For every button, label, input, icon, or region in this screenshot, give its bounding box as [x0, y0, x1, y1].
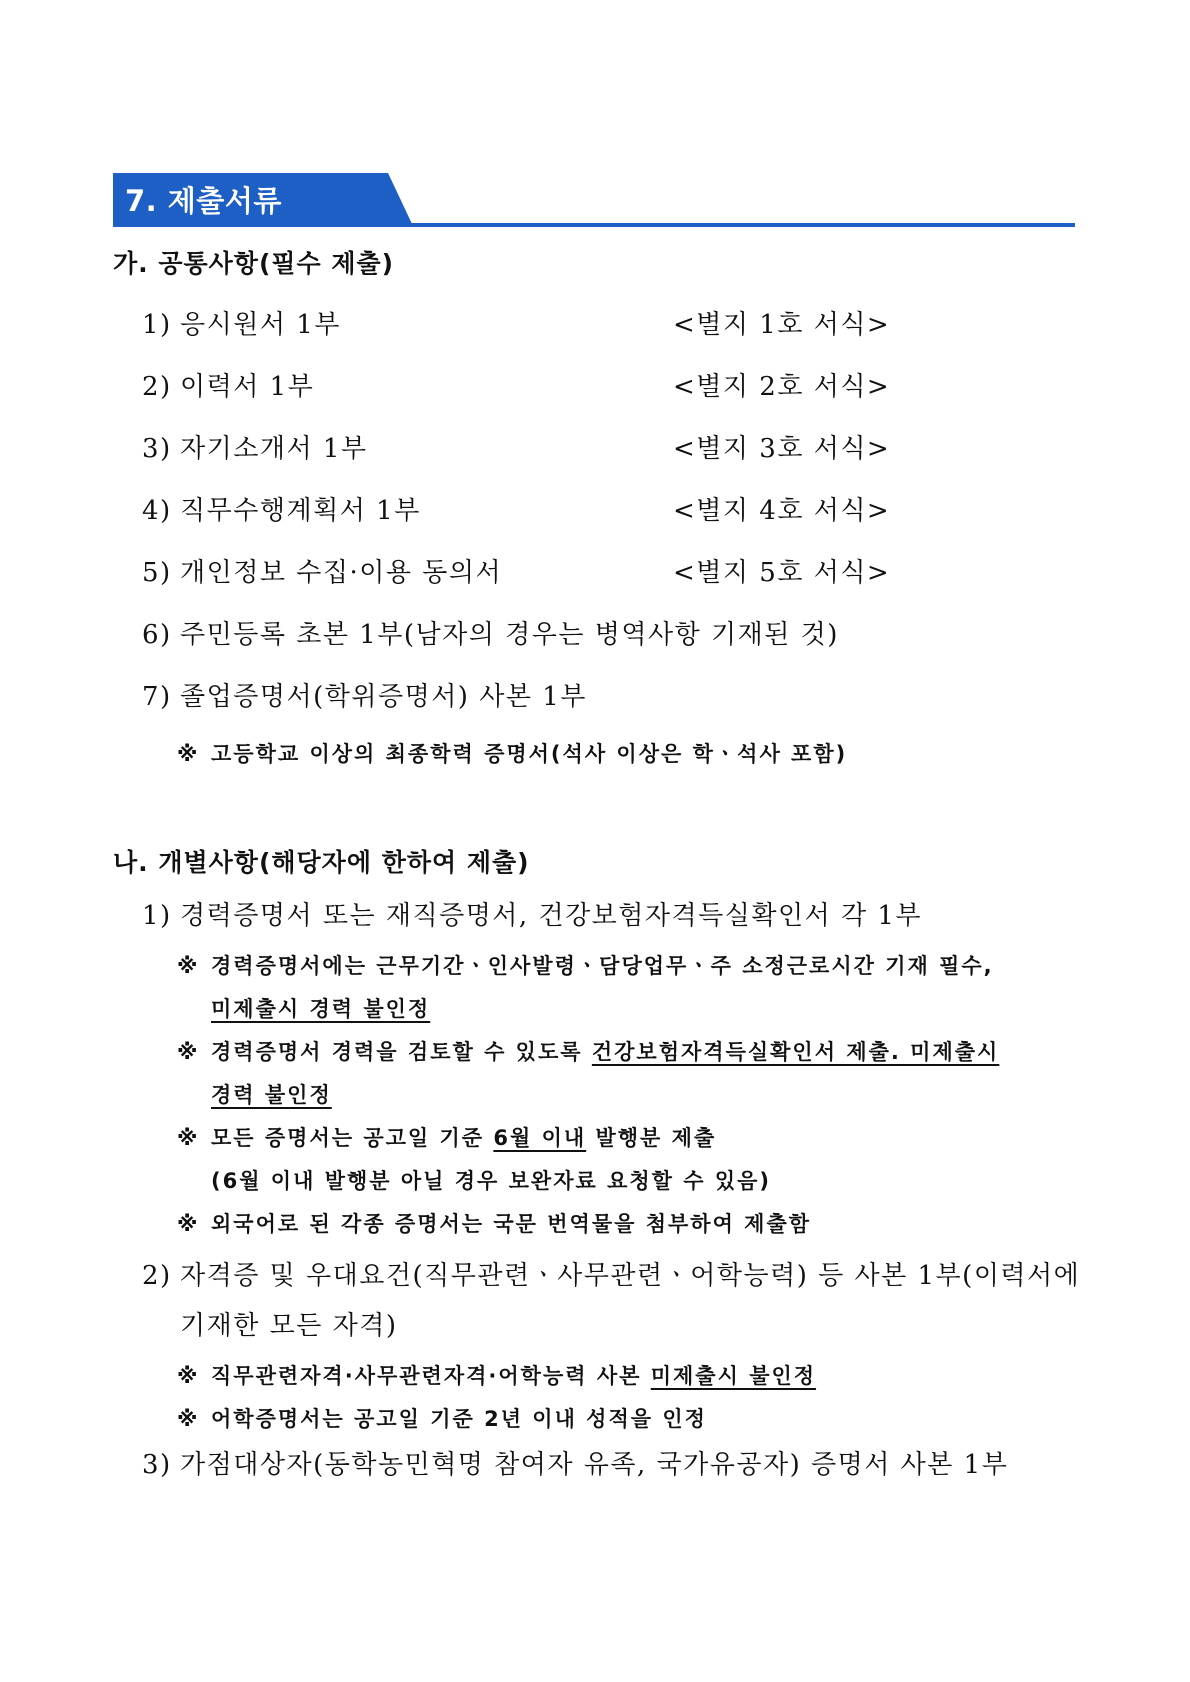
- common-heading: 가. 공통사항(필수 제출): [113, 249, 395, 278]
- form-reference-2: <별지 2호 서식>: [673, 372, 891, 402]
- individual-note-5: [177, 1360, 816, 1390]
- item-text: 직무수행계획서 1부: [180, 496, 421, 526]
- item-number: 1): [142, 901, 172, 931]
- common-item-2: [142, 366, 314, 403]
- item-number: 2): [142, 372, 172, 402]
- note-text-post: 발행분 제출: [586, 1126, 717, 1150]
- individual-item-2-line2: 기재한 모든 자격): [180, 1311, 398, 1341]
- individual-item-1: [142, 895, 922, 932]
- note-text: 고등학교 이상의 최종학력 증명서(석사 이상은 학ㆍ석사 포함): [211, 742, 848, 766]
- item-number: 3): [142, 434, 172, 464]
- common-note: [177, 738, 847, 768]
- form-reference-3: <별지 3호 서식>: [673, 434, 891, 464]
- note-text: 외국어로 된 각종 증명서는 국문 번역물을 첨부하여 제출함: [211, 1212, 812, 1236]
- note-text: 직무관련자격·사무관련자격·어학능력 사본: [211, 1364, 651, 1388]
- item-text: 개인정보 수집·이용 동의서: [180, 558, 503, 588]
- form-reference-1: <별지 1호 서식>: [673, 310, 891, 340]
- item-text: 가점대상자(동학농민혁명 참여자 유족, 국가유공자) 증명서 사본 1부: [180, 1450, 1009, 1480]
- section-title: 7. 제출서류: [125, 184, 282, 218]
- item-number: 3): [142, 1450, 172, 1480]
- individual-note-1-line2: 미제출시 경력 불인정: [211, 997, 431, 1021]
- common-item-4: [142, 490, 421, 527]
- reference-mark: ※: [177, 1126, 200, 1150]
- item-text: 졸업증명서(학위증명서) 사본 1부: [180, 682, 587, 712]
- individual-item-3: [142, 1444, 1008, 1481]
- note-emphasis: 건강보험자격득실확인서 제출. 미제출시: [591, 1040, 1000, 1064]
- common-item-3: [142, 428, 368, 465]
- individual-note-3: [177, 1122, 716, 1152]
- common-item-7: [142, 676, 587, 713]
- individual-note-4: [177, 1208, 811, 1238]
- form-reference-4: <별지 4호 서식>: [673, 496, 891, 526]
- item-text: 이력서 1부: [180, 372, 315, 402]
- item-number: 5): [142, 558, 172, 588]
- individual-note-3-line2: (6월 이내 발행분 아닐 경우 보완자료 요청할 수 있음): [211, 1169, 772, 1193]
- individual-note-6: [177, 1403, 707, 1433]
- section-header-rule: [113, 223, 1075, 227]
- note-text: 모든 증명서는 공고일 기준: [211, 1126, 494, 1150]
- reference-mark: ※: [177, 954, 200, 978]
- item-number: 6): [142, 620, 172, 650]
- reference-mark: ※: [177, 1040, 200, 1064]
- item-text: 응시원서 1부: [180, 310, 341, 340]
- item-text: 주민등록 초본 1부(남자의 경우는 병역사항 기재된 것): [180, 620, 839, 650]
- reference-mark: ※: [177, 1407, 200, 1431]
- individual-note-2-line2: 경력 불인정: [211, 1083, 332, 1107]
- note-text: 경력증명서 경력을 검토할 수 있도록: [211, 1040, 592, 1064]
- item-number: 2): [142, 1261, 172, 1291]
- common-item-1: [142, 304, 341, 341]
- reference-mark: ※: [177, 742, 200, 766]
- note-text: 경력증명서에는 근무기간ㆍ인사발령ㆍ담당업무ㆍ주 소정근로시간 기재 필수,: [211, 954, 994, 978]
- reference-mark: ※: [177, 1212, 200, 1236]
- section-header: [113, 173, 1075, 229]
- item-number: 4): [142, 496, 172, 526]
- item-text: 경력증명서 또는 재직증명서, 건강보험자격득실확인서 각 1부: [180, 901, 923, 931]
- note-emphasis: 미제출시 불인정: [650, 1364, 817, 1388]
- individual-item-2: [142, 1255, 1080, 1292]
- item-text: 자격증 및 우대요건(직무관련ㆍ사무관련ㆍ어학능력) 등 사본 1부(이력서에: [180, 1261, 1081, 1291]
- note-text: 어학증명서는 공고일 기준 2년 이내 성적을 인정: [211, 1407, 707, 1431]
- individual-note-1: [177, 950, 994, 980]
- form-reference-5: <별지 5호 서식>: [673, 558, 891, 588]
- item-number: 1): [142, 310, 172, 340]
- item-text: 자기소개서 1부: [180, 434, 368, 464]
- note-emphasis: 6월 이내: [493, 1126, 587, 1150]
- common-item-6: [142, 614, 839, 651]
- individual-note-2: [177, 1036, 999, 1066]
- common-item-5: [142, 552, 502, 589]
- item-number: 7): [142, 682, 172, 712]
- individual-heading: 나. 개별사항(해당자에 한하여 제출): [113, 848, 530, 877]
- reference-mark: ※: [177, 1364, 200, 1388]
